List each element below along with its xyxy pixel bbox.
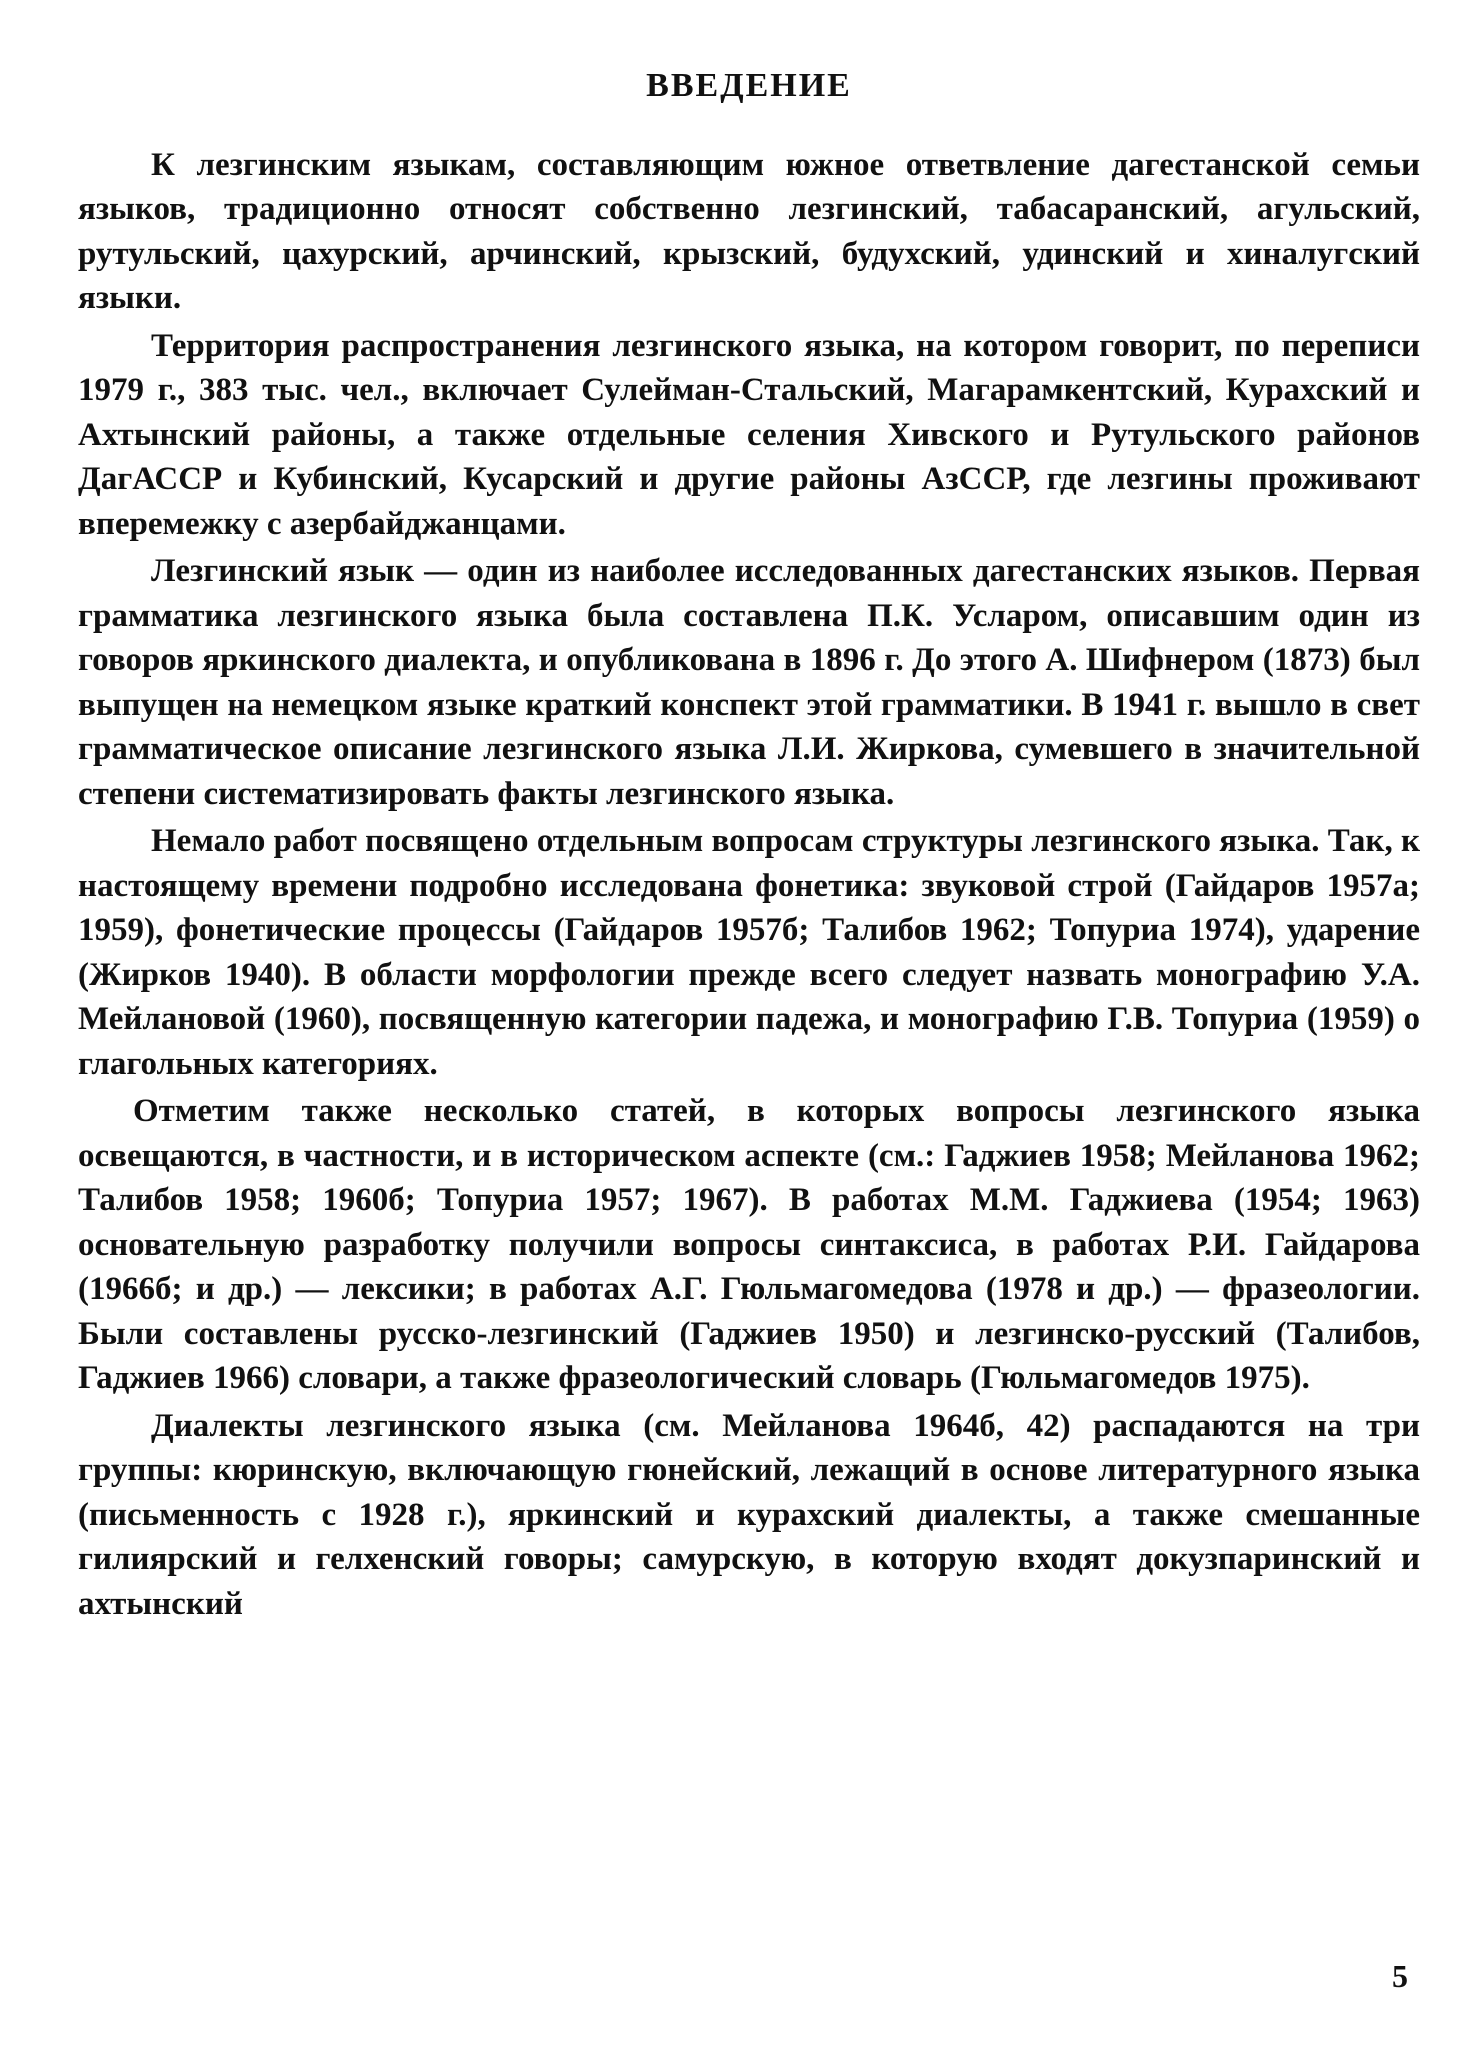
paragraph-4: Немало работ посвящено отдельным вопросам структуры лезгинского языка. Так, к настоящему времени подробно исследована фонетика: звуковой строй (Гайдаров 1957а; 1959), фонетические процессы (Гайдаров 1957б; Талибов 1962; Топуриа 1974), ударение (Жирков 1940). В области морфологии прежде всего следует назвать монографию У.А. Мейлановой (1960), посвященную категории падежа, и монографию Г.В. Топуриа (1959) о глагольных категориях. [78, 823, 1420, 1082]
document-page [78, 66, 1420, 1629]
paragraph-1: К лезгинским языкам, составляющим южное ответвление дагестанской семьи языков, традиционно относят собственно лезгинский, табасаранский, агульский, рутульский, цахурский, арчинский, крызский, будухский, удинский и хиналугский языки. [78, 146, 1420, 317]
page-title: ВВЕДЕНИЕ [646, 67, 852, 104]
paragraph-5: Отметим также несколько статей, в которых вопросы лезгинского языка освещаются, в частности, и в историческом аспекте (см.: Гаджиев 1958; Мейланова 1962; Талибов 1958; 1960б; Топуриа 1957; 1967). В работах М.М. Гаджиева (1954; 1963) основательную разработку получили вопросы синтаксиса, в работах Р.И. Гайдарова (1966б; и др.) — лексики; в работах А.Г. Гюльмагомедова (1978 и др.) — фразеологии. Были составлены русско-лезгинский (Гаджиев 1950) и лезгинско-русский (Талибов, Гаджиев 1966) словари, а также фразеологический словарь (Гюльмагомедов 1975). [78, 1093, 1420, 1397]
paragraph-2: Территория распространения лезгинского языка, на котором говорит, по переписи 1979 г., 383 тыс. чел., включает Сулейман-Стальский, Магарамкентский, Курахский и Ахтынский районы, а также отдельные селения Хивского и Рутульского районов ДагАССР и Кубинский, Кусарский и другие районы АзССР, где лезгины проживают вперемежку с азербайджанцами. [78, 327, 1420, 542]
page-number: 5 [1392, 1958, 1408, 1994]
paragraph-3: Лезгинский язык — один из наиболее исследованных дагестанских языков. Первая грамматика лезгинского языка была составлена П.К. Усларом, описавшим один из говоров яркинского диалекта, и опубликована в 1896 г. До этого А. Шифнером (1873) был выпущен на немецком языке краткий конспект этой грамматики. В 1941 г. вышло в свет грамматическое описание лезгинского языка Л.И. Жиркова, сумевшего в значительной степени систематизировать факты лезгинского языка. [78, 553, 1420, 812]
paragraph-6: Диалекты лезгинского языка (см. Мейланова 1964б, 42) распадаются на три группы: кюринскую, включающую гюнейский, лежащий в основе литературного языка (письменность с 1928 г.), яркинский и курахский диалекты, а также смешанные гилиярский и гелхенский говоры; самурскую, в которую входят докузпаринский и ахтынский [78, 1407, 1420, 1622]
